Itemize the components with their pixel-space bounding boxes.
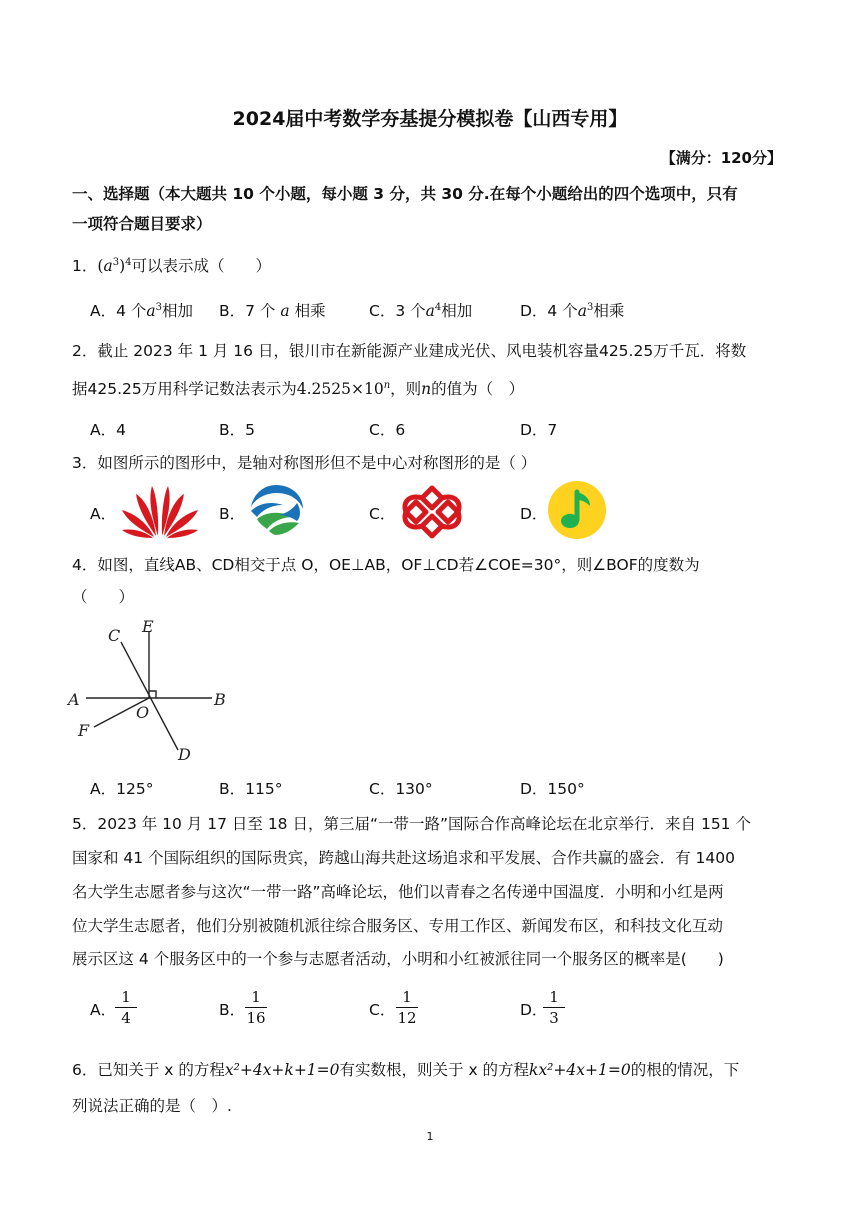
q4-option-d: D．150° (520, 780, 585, 798)
q1-number: 1． (72, 257, 98, 275)
label-d: D (178, 745, 191, 764)
page-number: 1 (426, 1130, 434, 1143)
q5-line4: 位大学生志愿者，他们分别被随机派往综合服务区、专用工作区、新闻发布区，和科技文化互动 (72, 917, 724, 935)
q2-line1: 2．截止 2023 年 1 月 16 日，银川市在新能源产业建成光伏、风电装机容量425.25万千瓦．将数 (72, 342, 747, 360)
q5-option-b-label: B． (219, 1001, 246, 1019)
q2-option-d: D．7 (520, 421, 558, 439)
q4-line1: 4．如图，直线AB、CD相交于点 O，OE⊥AB，OF⊥CD若∠COE=30°，则∠BOF的度数为 (72, 556, 700, 574)
q5-option-a-label: A． (90, 1001, 117, 1019)
q2-option-b: B．5 (219, 421, 255, 439)
q5-line1: 5．2023 年 10 月 17 日至 18 日，第三届“一带一路”国际合作高峰论坛在北京举行．来自 151 个 (72, 815, 751, 833)
q6-line1: 6．已知关于 x 的方程x²+4x+k+1=0有实数根，则关于 x 的方程kx²+4x+1=0的根的情况，下 (72, 1061, 740, 1079)
label-f: F (78, 721, 90, 740)
huawei-logo-icon (118, 478, 202, 542)
q1-expression: $(a^3)^4$ (97, 256, 132, 275)
label-b: B (214, 690, 226, 709)
q3-option-c-label: C． (369, 505, 396, 523)
q1-option-c: C．3 个$a^4$相加 (369, 301, 473, 320)
q3-option-b-label: B． (219, 505, 246, 523)
full-score: 【满分：120分】 (660, 149, 782, 167)
q2-option-a: A．4 (90, 421, 126, 439)
q5-line3: 名大学生志愿者参与这次“一带一路”高峰论坛，他们以青春之名传递中国温度．小明和小红是两 (72, 883, 724, 901)
q5-option-c-fraction: $\frac{1}{12}$ (397, 988, 417, 1027)
label-c: C (108, 626, 121, 645)
geometry-figure (64, 614, 244, 764)
q4-line2: （ ） (72, 588, 135, 606)
q3-option-a-label: A． (90, 505, 117, 523)
q5-option-a-fraction: $\frac{1}{4}$ (115, 987, 137, 1028)
q4-option-c: C．130° (369, 780, 433, 798)
china-mobile-logo-icon (245, 481, 307, 539)
qq-music-logo-icon (546, 480, 608, 540)
q5-option-c-label: C． (369, 1001, 396, 1019)
q5-line5: 展示区这 4 个服务区中的一个参与志愿者活动，小明和小红被派往同一个服务区的概率是( ) (72, 950, 724, 968)
q5-option-d-label: D． (520, 1001, 548, 1019)
section-heading-line1: 一、选择题（本大题共 10 个小题，每小题 3 分，共 30 分.在每个小题给出的四个选项中，只有 (72, 185, 738, 203)
q2-line2: 据425.25万用科学记数法表示为$4.2525\times 10^n$，则n的值为（ ） (72, 379, 525, 398)
section-heading-line2: 一项符合题目要求） (72, 215, 212, 233)
q3-option-d-label: D． (520, 505, 548, 523)
label-e: E (142, 617, 154, 636)
q1-option-d: D．4 个$a^3$相乘 (520, 301, 625, 320)
q5-option-d-fraction: $\frac{1}{3}$ (543, 987, 565, 1028)
q5-option-b-fraction: $\frac{1}{16}$ (246, 988, 266, 1027)
q4-option-a: A．125° (90, 780, 154, 798)
q2-option-c: C．6 (369, 421, 406, 439)
q1-option-b: B．7 个 a 相乘 (219, 302, 326, 320)
q3-text: 3．如图所示的图形中，是轴对称图形但不是中心对称图形的是（ ） (72, 454, 537, 472)
page-title: 2024届中考数学夯基提分模拟卷【山西专用】 (232, 108, 628, 130)
q1-text: 可以表示成（ ） (131, 257, 272, 275)
q6-line2: 列说法正确的是（ ）. (72, 1097, 232, 1115)
q4-option-b: B．115° (219, 780, 283, 798)
question-1 (72, 254, 271, 276)
q5-line2: 国家和 41 个国际组织的国际贵宾，跨越山海共赴这场追求和平发展、合作共赢的盛会．有 1400 (72, 849, 735, 867)
label-o: O (136, 703, 150, 722)
label-a: A (68, 690, 80, 709)
q1-option-a: A．4 个$a^3$相加 (90, 301, 194, 320)
china-unicom-logo-icon (396, 484, 468, 540)
